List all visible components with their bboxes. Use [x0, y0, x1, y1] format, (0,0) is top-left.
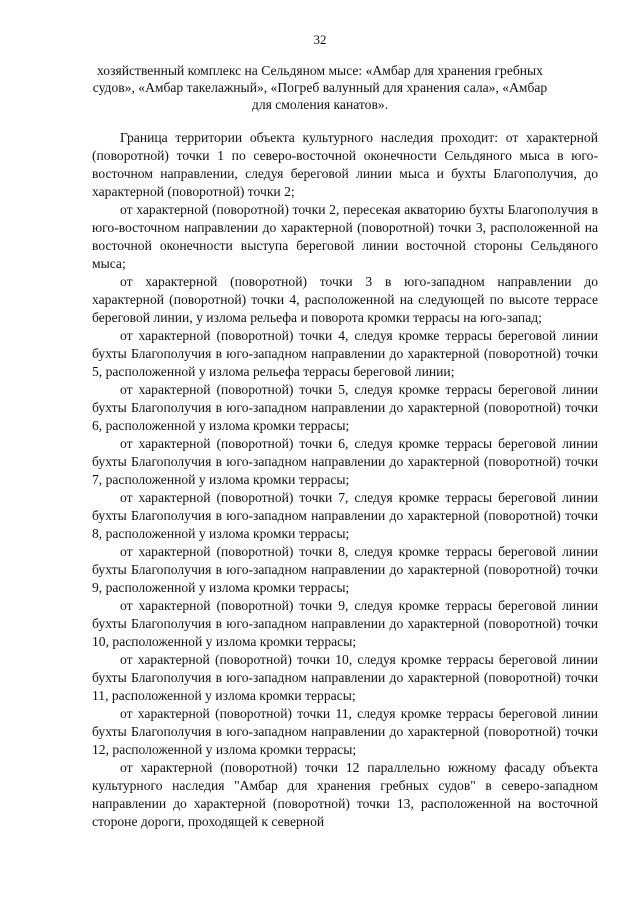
- paragraph-point-8: от характерной (поворотной) точки 8, следуя кромке террасы береговой линии бухты Благополучия в юго-западном направлении до характерной (поворотной) точки 9, расположенной у излома кромки террасы;: [92, 544, 598, 595]
- paragraph-point-4: от характерной (поворотной) точки 4, следуя кромке террасы береговой линии бухты Благополучия в юго-западном направлении до характерной (поворотной) точки 5, расположенной у излома рельефа террасы береговой линии;: [92, 328, 598, 379]
- section-heading: хозяйственный комплекс на Сельдяном мысе: «Амбар для хранения гребных судов», «Амбар такелажный», «Погреб валунный для хранения сала», «Амбар для смоления канатов».: [92, 63, 548, 112]
- paragraph-point-7: от характерной (поворотной) точки 7, следуя кромке террасы береговой линии бухты Благополучия в юго-западном направлении до характерной (поворотной) точки 8, расположенной у излома кромки террасы;: [92, 490, 598, 541]
- page-number: 32: [313, 32, 327, 47]
- paragraph-point-12: от характерной (поворотной) точки 12 параллельно южному фасаду объекта культурного наследия "Амбар для хранения гребных судов" в северо-западном направлении до характерной (поворотной) точки 13, расположенной на восточной стороне дороги, проходящей к северной: [92, 760, 598, 829]
- paragraph-point-5: от характерной (поворотной) точки 5, следуя кромке террасы береговой линии бухты Благополучия в юго-западном направлении до характерной (поворотной) точки 6, расположенной у излома кромки террасы;: [92, 382, 598, 433]
- paragraph-point-3: от характерной (поворотной) точки 3 в юго-западном направлении до характерной (поворотной) точки 4, расположенной на следующей по высоте террасе береговой линии, у излома рельефа и поворота кромки террасы на юго-запад;: [92, 274, 598, 325]
- paragraph-point-6: от характерной (поворотной) точки 6, следуя кромке террасы береговой линии бухты Благополучия в юго-западном направлении до характерной (поворотной) точки 7, расположенной у излома кромки террасы;: [92, 436, 598, 487]
- document-body: [92, 129, 598, 831]
- paragraph-point-2: от характерной (поворотной) точки 2, пересекая акваторию бухты Благополучия в юго-восточном направлении до характерной (поворотной) точки 3, расположенной на восточной оконечности выступа береговой линии восточной стороны Сельдяного мыса;: [92, 202, 598, 271]
- paragraph-point-10: от характерной (поворотной) точки 10, следуя кромке террасы береговой линии бухты Благополучия в юго-западном направлении до характерной (поворотной) точки 11, расположенной у излома кромки террасы;: [92, 652, 598, 703]
- paragraph-point-11: от характерной (поворотной) точки 11, следуя кромке террасы береговой линии бухты Благополучия в юго-западном направлении до характерной (поворотной) точки 12, расположенной у излома кромки террасы;: [92, 706, 598, 757]
- paragraph-point-9: от характерной (поворотной) точки 9, следуя кромке террасы береговой линии бухты Благополучия в юго-западном направлении до характерной (поворотной) точки 10, расположенной у излома кромки террасы;: [92, 598, 598, 649]
- paragraph-boundary-intro: Граница территории объекта культурного наследия проходит: от характерной (поворотной) точки 1 по северо-восточной оконечности Сельдяного мыса в юго-восточном направлении, следуя береговой линии мыса и бухты Благополучия, до характерной (поворотной) точки 2;: [92, 130, 598, 199]
